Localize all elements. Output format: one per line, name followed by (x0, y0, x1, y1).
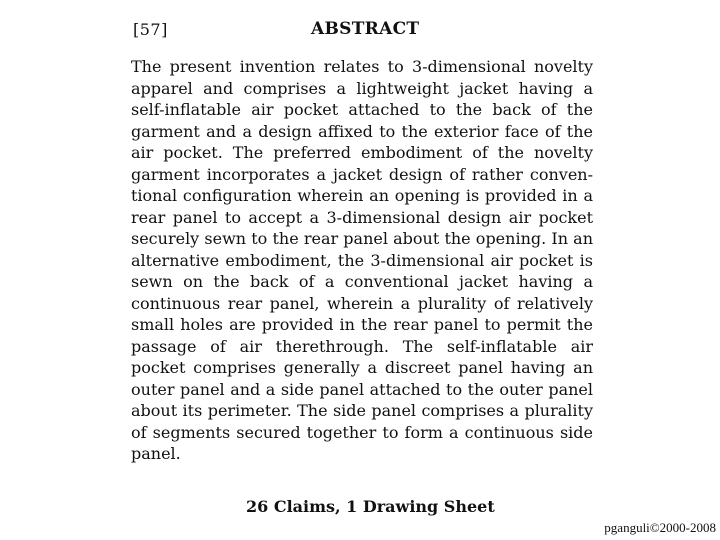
abstract-heading: ABSTRACT (311, 19, 420, 39)
abstract-line: sewn on the back of a conventional jacket having a (131, 272, 593, 291)
abstract-line: continuous rear panel, wherein a plurality of relatively (131, 293, 593, 313)
abstract-line: garment incorporates a jacket design of rather conven- (131, 164, 593, 184)
abstract-line: passage of air therethrough. The self-inflatable air (131, 336, 593, 356)
abstract-line: alternative embodiment, the 3-dimensional air pocket is (131, 250, 593, 270)
abstract-line: panel. (131, 444, 181, 463)
abstract-body (131, 56, 593, 465)
section-number-label: [57] (133, 20, 168, 39)
abstract-line: apparel and comprises a lightweight jacket having a (131, 78, 593, 98)
abstract-line: outer panel and a side panel attached to the outer panel (131, 379, 593, 399)
abstract-line: about its perimeter. The side panel comprises a plurality (131, 401, 593, 420)
copyright-credit: pganguli©2000-2008 (604, 520, 716, 535)
abstract-line: securely sewn to the rear panel about the opening. In an (131, 229, 593, 248)
abstract-line: rear panel to accept a 3-dimensional design air pocket (131, 207, 593, 227)
abstract-line: tional configuration wherein an opening is provided in a (131, 186, 593, 205)
abstract-line: The present invention relates to 3-dimensional novelty (131, 57, 593, 76)
abstract-line: small holes are provided in the rear panel to permit the (131, 315, 593, 334)
claims-summary: 26 Claims, 1 Drawing Sheet (246, 497, 495, 516)
abstract-line: air pocket. The preferred embodiment of the novelty (131, 143, 593, 162)
abstract-line: garment and a design affixed to the exterior face of the (131, 121, 593, 141)
abstract-line: self-inflatable air pocket attached to the back of the (131, 100, 593, 119)
abstract-line: of segments secured together to form a continuous side (131, 422, 593, 442)
abstract-line: pocket comprises generally a discreet panel having an (131, 358, 593, 377)
